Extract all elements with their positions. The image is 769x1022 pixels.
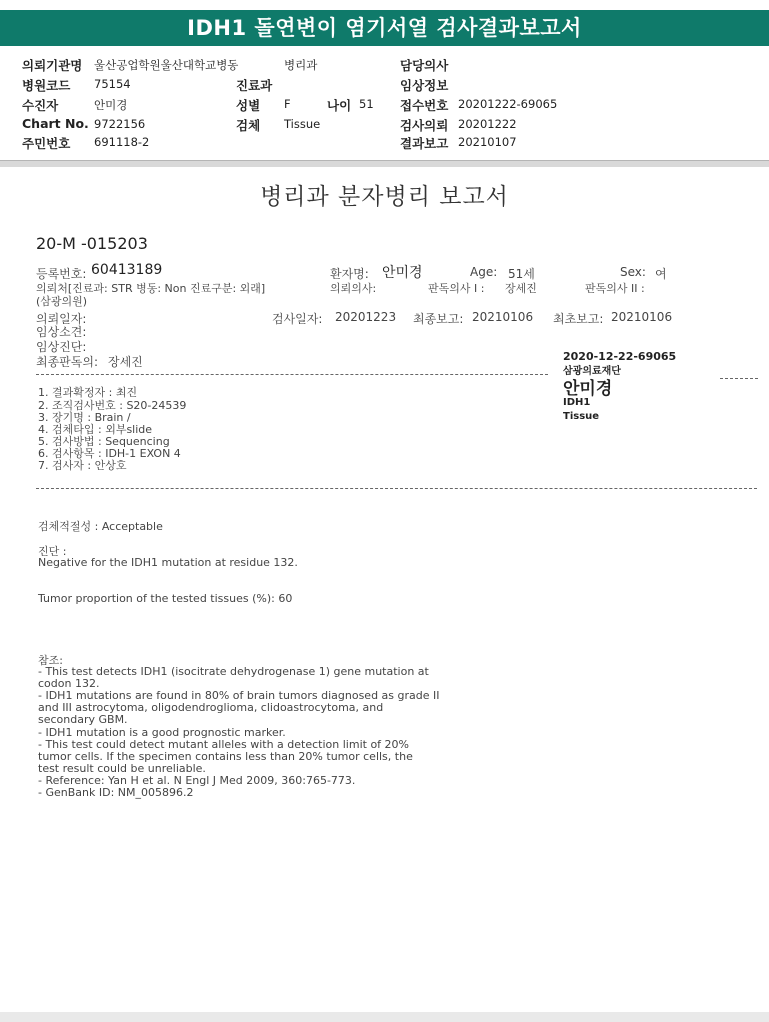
clinical-info-label: 임상정보 xyxy=(400,78,449,93)
final-reader-label: 최종판독의: xyxy=(36,355,99,369)
referral-line: 의뢰처[진료과: STR 병동: Non 진료구분: 외래] xyxy=(36,282,266,295)
first-report-label: 최초보고: xyxy=(553,312,604,326)
clinical-findings-label: 임상소견: xyxy=(36,325,87,339)
header-divider xyxy=(0,160,769,167)
specimen-value: Tissue xyxy=(284,117,321,131)
chart-no-label: Chart No. xyxy=(22,116,89,131)
ward-value: 병리과 xyxy=(284,58,318,72)
reference-line: - Reference: Yan H et al. N Engl J Med 2009, 360:765-773. xyxy=(38,774,356,787)
footer-strip xyxy=(0,1012,769,1022)
sex-value: F xyxy=(284,97,291,111)
reference-line: - This test detects IDH1 (isocitrate dehydrogenase 1) gene mutation at xyxy=(38,665,429,678)
item-3: 3. 장기명 : Brain / xyxy=(38,411,131,424)
dashed-divider-2 xyxy=(36,488,757,489)
rrn-label: 주민번호 xyxy=(22,136,71,151)
pathology-report-title: 병리과 분자병리 보고서 xyxy=(260,184,509,210)
age-label: 나이 xyxy=(327,98,352,113)
item-1: 1. 결과확정자 : 최진 xyxy=(38,386,138,399)
rrn-value: 691118-2 xyxy=(94,135,150,149)
first-report-value: 20210106 xyxy=(611,310,673,324)
receipt-no-label: 접수번호 xyxy=(400,98,449,113)
tumor-proportion: Tumor proportion of the tested tissues (%): 60 xyxy=(38,592,293,605)
reference-label: 참조: xyxy=(38,654,63,667)
item-4: 4. 검체타입 : 외부slide xyxy=(38,423,153,436)
reference-line: - IDH1 mutation is a good prognostic marker. xyxy=(38,726,286,739)
report-age-value: 51세 xyxy=(508,267,535,281)
request-date-label: 의뢰일자: xyxy=(36,312,87,326)
diagnosis-text: Negative for the IDH1 mutation at residue 132. xyxy=(38,556,298,569)
dept-label: 진료과 xyxy=(236,78,273,93)
stamp-test: IDH1 xyxy=(563,397,591,408)
reg-no-value: 60413189 xyxy=(91,262,163,278)
final-report-value: 20210106 xyxy=(472,310,534,324)
test-date-value: 20201223 xyxy=(335,310,397,324)
test-req-label: 검사의뢰 xyxy=(400,118,449,133)
reference-line: codon 132. xyxy=(38,677,100,690)
report-title-bar xyxy=(0,10,769,46)
stamp-org: 삼광의료재단 xyxy=(563,366,621,377)
reference-line: tumor cells. If the specimen contains less than 20% tumor cells, the xyxy=(38,750,413,763)
result-report-label: 결과보고 xyxy=(400,136,449,151)
report-title: IDH1 돌연변이 염기서열 검사결과보고서 xyxy=(187,16,582,40)
diagnosis-label: 진단 : xyxy=(38,545,67,558)
item-6: 6. 검사항목 : IDH-1 EXON 4 xyxy=(38,447,181,460)
req-inst-label: 의뢰기관명 xyxy=(22,58,83,73)
patient-value: 안미경 xyxy=(94,98,128,112)
reference-line: and III astrocytoma, oligodendroglioma, clidoastrocytoma, and xyxy=(38,701,384,714)
referral-sub: (삼광의원) xyxy=(36,295,88,308)
final-report-label: 최종보고: xyxy=(413,312,464,326)
clinical-diag-label: 임상진단: xyxy=(36,340,87,354)
item-2: 2. 조직검사번호 : S20-24539 xyxy=(38,399,187,412)
ordering-doctor-label: 의뢰의사: xyxy=(330,282,377,295)
specimen-label: 검체 xyxy=(236,118,261,133)
report-age-label: Age: xyxy=(470,265,498,279)
reference-line: - This test could detect mutant alleles with a detection limit of 20% xyxy=(38,738,409,751)
case-number: 20-M -015203 xyxy=(36,234,148,253)
item-5: 5. 검사방법 : Sequencing xyxy=(38,435,170,448)
physician-label: 담당의사 xyxy=(400,58,449,73)
hosp-code-value: 75154 xyxy=(94,77,131,91)
reference-line: - GenBank ID: NM_005896.2 xyxy=(38,786,194,799)
stamp-receipt: 2020-12-22-69065 xyxy=(563,350,677,363)
stamp-name: 안미경 xyxy=(563,379,613,399)
reference-line: secondary GBM. xyxy=(38,713,128,726)
item-7: 7. 검사자 : 안상호 xyxy=(38,459,127,472)
dashed-divider-1b xyxy=(720,378,758,379)
final-reader-value: 장세진 xyxy=(108,355,143,369)
reference-line: - IDH1 mutations are found in 80% of brain tumors diagnosed as grade II xyxy=(38,689,440,702)
hosp-code-label: 병원코드 xyxy=(22,78,71,93)
test-date-label: 검사일자: xyxy=(272,312,323,326)
chart-no-value: 9722156 xyxy=(94,117,146,131)
pathologist1-label: 판독의사 I : xyxy=(428,282,485,295)
patient-name-label: 환자명: xyxy=(330,267,369,281)
reg-no-label: 등록번호: xyxy=(36,267,87,281)
pathologist1-value: 장세진 xyxy=(505,282,537,295)
stamp-specimen: Tissue xyxy=(563,411,600,422)
pathologist2-label: 판독의사 II : xyxy=(585,282,645,295)
req-inst-value: 울산공업학원울산대학교병동 xyxy=(94,58,239,72)
adequacy: 검체적절성 : Acceptable xyxy=(38,520,163,533)
patient-label: 수진자 xyxy=(22,98,59,113)
test-req-value: 20201222 xyxy=(458,117,517,131)
result-report-value: 20210107 xyxy=(458,135,517,149)
receipt-no-value: 20201222-69065 xyxy=(458,97,558,111)
age-value: 51 xyxy=(359,97,374,111)
patient-name-value: 안미경 xyxy=(382,265,423,281)
sex-label: 성별 xyxy=(236,98,261,113)
dashed-divider-1 xyxy=(36,374,548,375)
report-sex-label: Sex: xyxy=(620,265,646,279)
reference-line: test result could be unreliable. xyxy=(38,762,206,775)
report-sex-value: 여 xyxy=(655,267,667,281)
